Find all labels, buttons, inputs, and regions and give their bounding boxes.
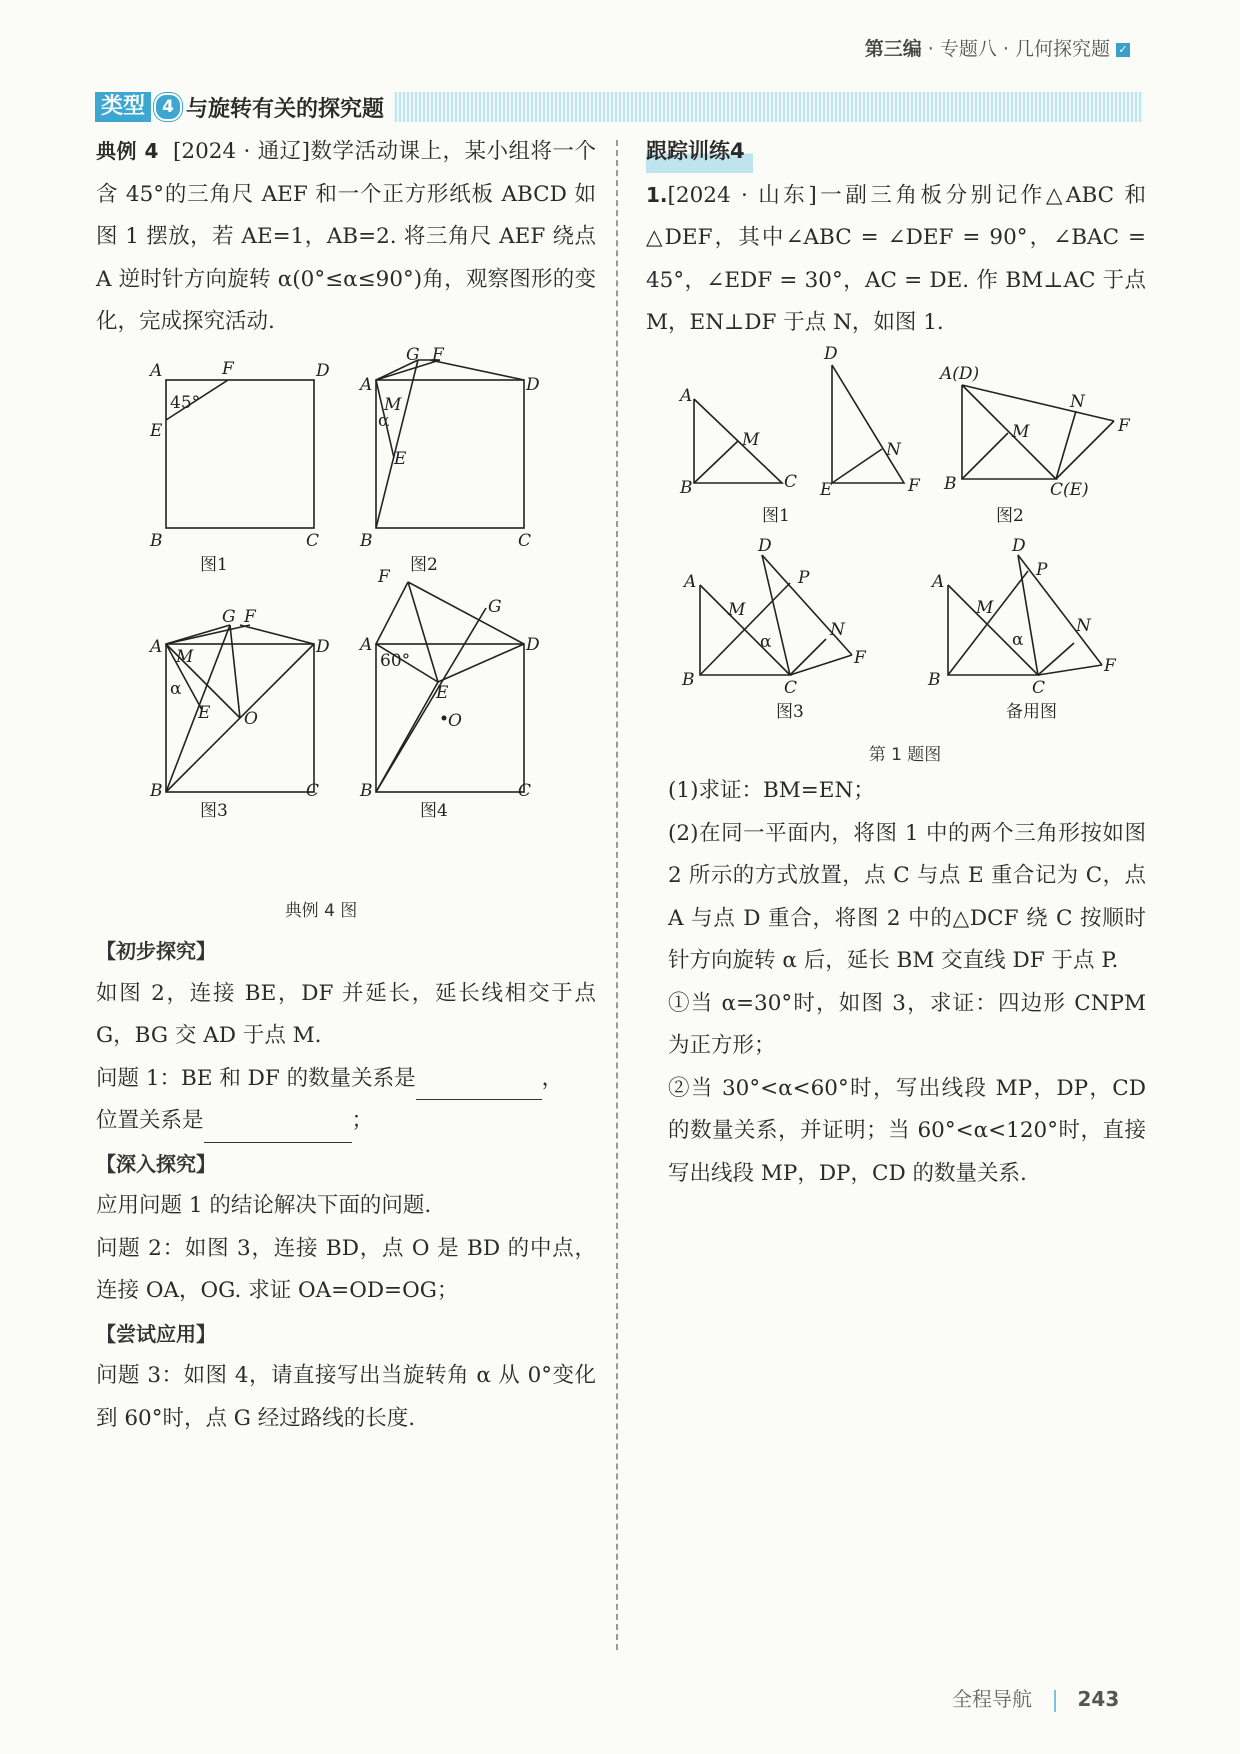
svg-text:B: B (944, 474, 957, 494)
svg-text:C: C (306, 781, 320, 801)
svg-text:C: C (784, 472, 798, 492)
svg-text:F: F (378, 567, 390, 587)
svg-text:D: D (316, 637, 330, 657)
training-title: 跟踪训练4 (646, 130, 753, 173)
svg-text:C(E): C(E) (1050, 480, 1089, 500)
header-part: 第三编 (864, 38, 922, 60)
svg-text:B: B (150, 781, 163, 801)
header-topic: 专题八 · 几何探究题 (939, 38, 1110, 60)
svg-text:P: P (1036, 560, 1048, 580)
question-1-pos-text: 位置关系是 (96, 1108, 204, 1133)
section-try-apply: 【尝试应用】 (96, 1321, 216, 1346)
svg-text:M: M (742, 430, 760, 450)
question-1 (96, 1058, 596, 1101)
training-figures (672, 345, 1142, 725)
svg-text:C: C (518, 781, 532, 801)
svg-text:图2: 图2 (410, 555, 438, 575)
training-figure-caption: 第 1 题图 (868, 745, 942, 765)
part-1: (1)求证：BM=EN； (668, 778, 875, 803)
svg-text:O: O (244, 709, 258, 729)
training-statement (646, 174, 1146, 345)
example-figures (130, 345, 550, 821)
svg-text:O: O (448, 711, 462, 731)
svg-text:A: A (150, 361, 163, 381)
example-figure-caption: 典例 4 图 (284, 901, 358, 921)
example-statement (96, 130, 596, 344)
svg-text:备用图: 备用图 (1006, 702, 1057, 722)
running-header (865, 34, 1130, 61)
svg-text:B: B (682, 670, 695, 690)
section-initial-explore: 【初步探究】 (96, 939, 216, 963)
svg-text:α: α (1012, 630, 1024, 650)
example-label: 典例 4 (96, 139, 159, 163)
part-2-2: ②当 30°<α<60°时，写出线段 MP，DP，CD 的数量关系，并证明；当 60°<α<120°时，直接写出线段 MP，DP，CD 的数量关系. (668, 1075, 1146, 1186)
svg-text:M: M (976, 598, 994, 618)
svg-text:C: C (1032, 678, 1046, 698)
svg-text:N: N (1070, 392, 1085, 412)
deep-explore-text: 应用问题 1 的结论解决下面的问题. (96, 1193, 432, 1218)
svg-text:F: F (222, 359, 234, 379)
svg-text:G: G (222, 607, 236, 627)
svg-text:A(D): A(D) (940, 364, 980, 384)
svg-text:B: B (928, 670, 941, 690)
svg-text:D: D (526, 635, 540, 655)
svg-text:D: D (824, 344, 838, 364)
svg-text:图1: 图1 (200, 555, 228, 575)
svg-text:D: D (1012, 536, 1026, 556)
page-number: 243 (1077, 1687, 1120, 1711)
svg-text:E: E (150, 421, 163, 441)
svg-text:C: C (784, 678, 798, 698)
svg-text:F: F (1104, 656, 1116, 676)
svg-text:α: α (760, 632, 772, 652)
training-text: [2024 · 山东]一副三角板分别记作△ABC 和△DEF，其中∠ABC = ∠DEF = 90°，∠BAC = 45°，∠EDF = 30°，AC = DE. 作 BM⊥AC 于点 M，EN⊥DF 于点 N，如图 1. (646, 182, 1146, 335)
svg-text:D: D (758, 536, 772, 556)
left-column (96, 130, 596, 344)
svg-text:F: F (432, 345, 444, 365)
q1-comma: ， (541, 1065, 564, 1091)
svg-text:60°: 60° (380, 651, 411, 671)
svg-text:A: A (684, 572, 697, 592)
header-sep: · (921, 38, 940, 60)
question-2: 问题 2：如图 3，连接 BD，点 O 是 BD 的中点，连接 OA，OG. 求证 OA=OD=OG； (96, 1235, 596, 1303)
svg-text:A: A (150, 637, 163, 657)
svg-text:B: B (150, 531, 163, 551)
svg-text:E: E (198, 703, 211, 723)
section-banner-title (95, 92, 394, 122)
svg-text:45°: 45° (170, 393, 201, 413)
svg-text:E: E (436, 683, 449, 703)
svg-text:M: M (1012, 422, 1030, 442)
svg-text:F: F (908, 476, 920, 496)
svg-text:D: D (316, 361, 330, 381)
svg-text:图3: 图3 (200, 801, 228, 821)
svg-text:C: C (306, 531, 320, 551)
initial-explore-text: 如图 2，连接 BE，DF 并延长，延长线相交于点 G，BG 交 AD 于点 M. (96, 980, 596, 1048)
banner-tag: 类型 (95, 92, 151, 122)
svg-text:B: B (360, 781, 373, 801)
svg-text:F: F (244, 607, 256, 627)
svg-text:A: A (932, 572, 945, 592)
footer-separator (1054, 1690, 1056, 1712)
svg-text:F: F (1118, 416, 1130, 436)
svg-text:G: G (488, 597, 502, 617)
svg-text:B: B (360, 531, 373, 551)
svg-text:P: P (798, 568, 810, 588)
svg-text:A: A (680, 386, 693, 406)
svg-text:N: N (830, 620, 845, 640)
svg-text:A: A (360, 375, 373, 395)
svg-text:M: M (176, 647, 194, 667)
svg-text:M: M (384, 395, 402, 415)
question-3: 问题 3：如图 4，请直接写出当旋转角 α 从 0°变化到 60°时，点 G 经过路线的长度. (96, 1363, 596, 1431)
q1-semicolon: ； (351, 1108, 374, 1133)
problem-number: 1. (646, 182, 668, 207)
answer-blank-2[interactable] (204, 1116, 352, 1143)
svg-text:图4: 图4 (420, 801, 448, 821)
example-text: [2024 · 通辽]数学活动课上，某小组将一个含 45°的三角尺 AEF 和一个正方形纸板 ABCD 如图 1 摆放，若 AE=1，AB=2. 将三角尺 AEF 绕点 A 逆时针方向旋转 α(0°≤α≤90°)角，观察图形的变化，完成探究活动. (96, 139, 596, 334)
svg-text:B: B (680, 478, 693, 498)
svg-text:A: A (360, 635, 373, 655)
part-2: (2)在同一平面内，将图 1 中的两个三角形按如图 2 所示的方式放置，点 C 与点 E 重合记为 C，点 A 与点 D 重合，将图 2 中的△DCF 绕 C 按顺时针方向旋转 α 后，延长 BM 交直线 DF 于点 P. (668, 820, 1146, 973)
banner-title-text: 与旋转有关的探究题 (186, 96, 385, 122)
question-1-cont (96, 1100, 596, 1143)
footer-book: 全程导航 (952, 1687, 1032, 1711)
svg-text:图1: 图1 (762, 506, 790, 526)
question-1-text: 问题 1：BE 和 DF 的数量关系是 (96, 1065, 416, 1091)
svg-text:图3: 图3 (776, 702, 804, 722)
answer-blank-1[interactable] (416, 1073, 542, 1100)
svg-text:D: D (526, 375, 540, 395)
svg-text:E: E (394, 449, 407, 469)
svg-text:α: α (378, 411, 390, 431)
check-icon: ✓ (1116, 43, 1130, 57)
right-column (646, 130, 1146, 345)
svg-text:α: α (170, 679, 182, 699)
svg-text:E: E (820, 480, 833, 500)
column-divider (616, 140, 618, 1650)
svg-text:G: G (406, 345, 420, 365)
example-questions (96, 930, 596, 1440)
training-parts (668, 770, 1146, 1195)
banner-number: 4 (154, 93, 182, 121)
svg-text:M: M (728, 600, 746, 620)
svg-text:C: C (518, 531, 532, 551)
footer (952, 1683, 1119, 1712)
svg-text:F: F (854, 648, 866, 668)
svg-text:图2: 图2 (996, 506, 1024, 526)
part-2-1: ①当 α=30°时，如图 3，求证：四边形 CNPM 为正方形； (668, 990, 1146, 1058)
svg-text:N: N (1076, 616, 1091, 636)
section-deep-explore: 【深入探究】 (96, 1151, 216, 1176)
svg-text:N: N (886, 440, 901, 460)
